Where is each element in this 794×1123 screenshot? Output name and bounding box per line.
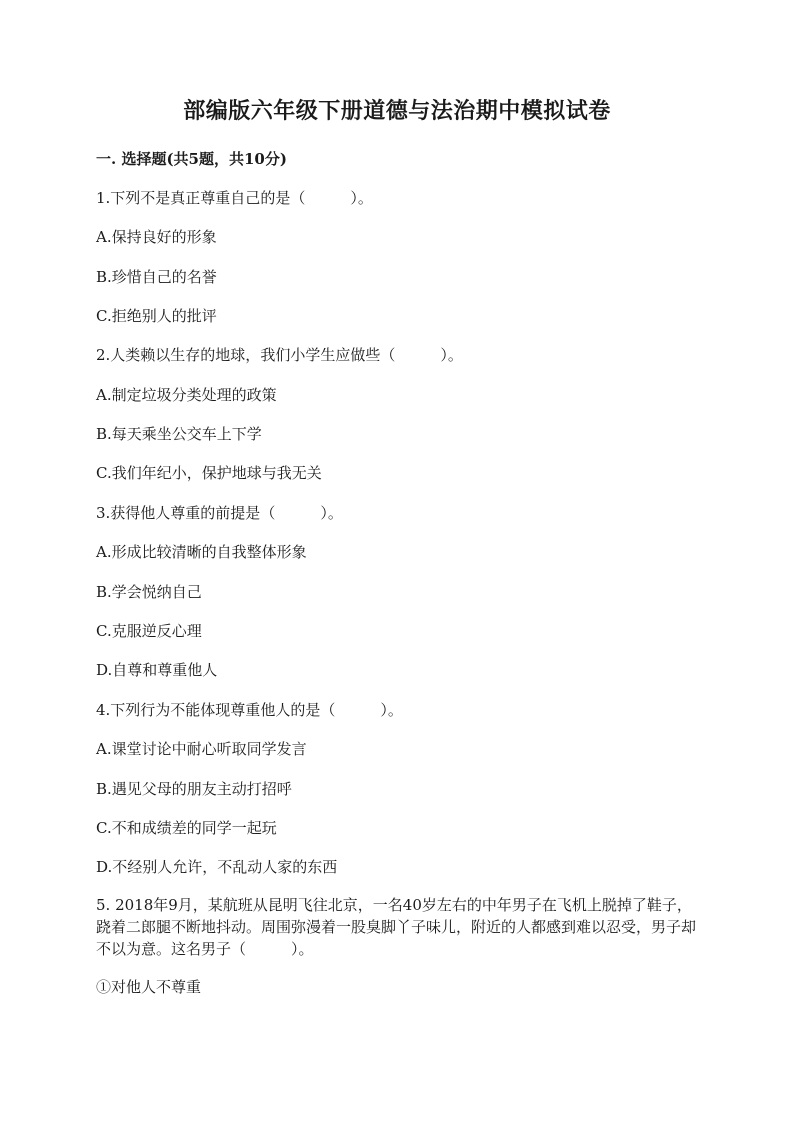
question-4-option-d: D.不经别人允许，不乱动人家的东西 [96,858,338,876]
question-1-stem: 1.下列不是真正尊重自己的是（ ）。 [96,189,373,207]
section-heading: 一. 选择题(共5题，共10分) [96,150,287,168]
question-1-option-b: B.珍惜自己的名誉 [96,268,217,286]
question-3-option-a: A.形成比较清晰的自我整体形象 [96,543,307,561]
question-3-stem: 3.获得他人尊重的前提是（ ）。 [96,504,343,522]
question-3-option-c: C.克服逆反心理 [96,622,202,640]
question-3-option-b: B.学会悦纳自己 [96,583,202,601]
question-4-option-c: C.不和成绩差的同学一起玩 [96,819,277,837]
question-1-option-c: C.拒绝别人的批评 [96,307,217,325]
question-2-stem: 2.人类赖以生存的地球，我们小学生应做些（ ）。 [96,346,463,364]
question-4-stem: 4.下列行为不能体现尊重他人的是（ ）。 [96,701,403,719]
question-5-option-1: ①对他人不尊重 [96,978,202,996]
question-4-option-b: B.遇见父母的朋友主动打招呼 [96,780,292,798]
question-3-option-d: D.自尊和尊重他人 [96,661,218,679]
question-1-option-a: A.保持良好的形象 [96,228,217,246]
question-2-option-b: B.每天乘坐公交车上下学 [96,425,262,443]
question-2-option-a: A.制定垃圾分类处理的政策 [96,386,277,404]
question-5-stem: 5. 2018年9月，某航班从昆明飞往北京，一名40岁左右的中年男子在飞机上脱掉了鞋子，跷着二郎腿不断地抖动。周围弥漫着一股臭脚丫子味儿，附近的人都感到难以忍受，男子却不以为意。这名男子（ ）。 [96,896,697,958]
exam-title: 部编版六年级下册道德与法治期中模拟试卷 [183,98,611,124]
question-2-option-c: C.我们年纪小，保护地球与我无关 [96,464,322,482]
question-4-option-a: A.课堂讨论中耐心听取同学发言 [96,740,307,758]
